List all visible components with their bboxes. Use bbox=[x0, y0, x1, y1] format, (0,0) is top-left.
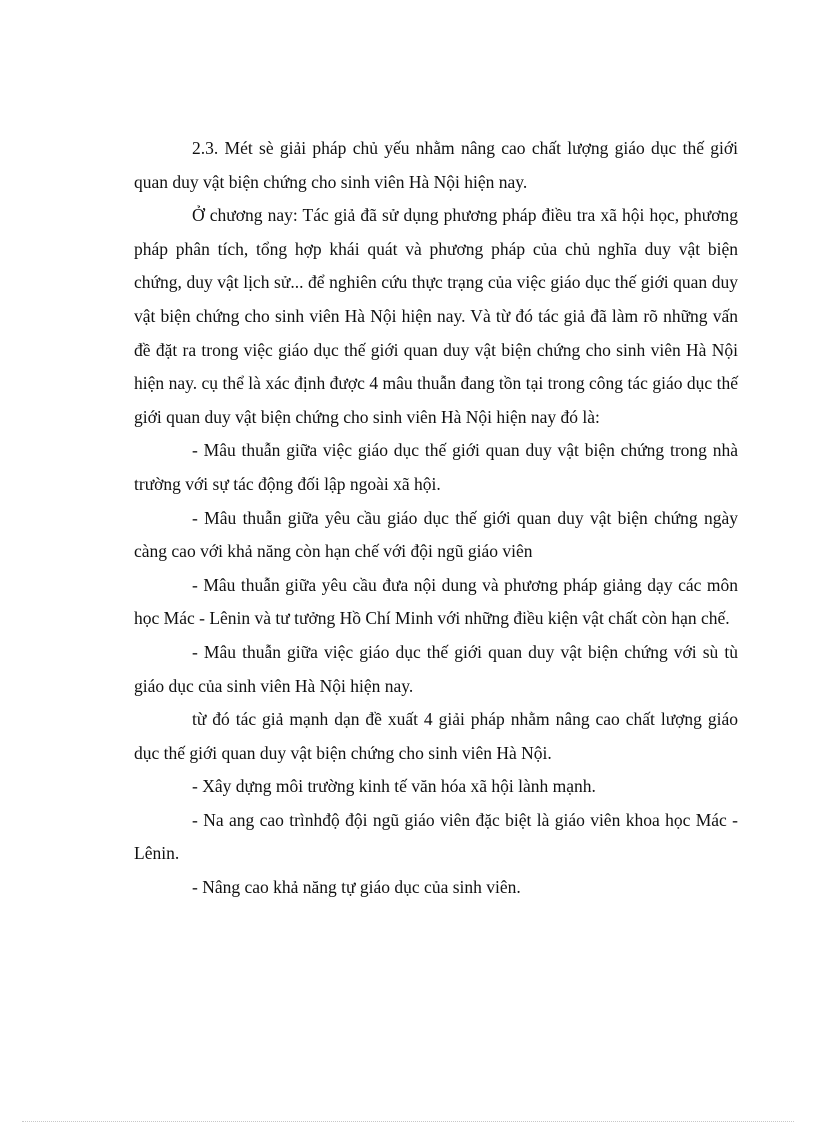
solutions-intro-paragraph: từ đó tác giả mạnh dạn đề xuất 4 giải pháp nhằm nâng cao chất lượng giáo dục thế giới quan duy vật biện chứng cho sinh viên Hà Nội. bbox=[134, 709, 738, 763]
solution-item-3: - Nâng cao khả năng tự giáo dục của sinh viên. bbox=[192, 877, 521, 898]
page-bottom-divider bbox=[22, 1121, 794, 1122]
section-heading: 2.3. Mét sè giải pháp chủ yếu nhằm nâng cao chất lượng giáo dục thế giới quan duy vật biện chứng cho sinh viên Hà Nội hiện nay. bbox=[134, 138, 738, 192]
document-body bbox=[134, 132, 738, 905]
solution-item-1: - Xây dựng môi trường kinh tế văn hóa xã hội lành mạnh. bbox=[192, 776, 596, 797]
contradiction-item-1: - Mâu thuẫn giữa việc giáo dục thế giới quan duy vật biện chứng trong nhà trường với sự tác động đối lập ngoài xã hội. bbox=[134, 440, 738, 494]
contradiction-item-3: - Mâu thuẫn giữa yêu cầu đưa nội dung và phương pháp giảng dạy các môn học Mác - Lênin và tư tưởng Hồ Chí Minh với những điều kiện vật chất còn hạn chế. bbox=[134, 574, 738, 629]
solution-item-2: - Na ang cao trìnhđộ đội ngũ giáo viên đặc biệt là giáo viên khoa học Mác - Lênin. bbox=[134, 809, 738, 864]
contradiction-item-2: - Mâu thuẫn giữa yêu cầu giáo dục thế giới quan duy vật biện chứng ngày càng cao với khả năng còn hạn chế với đội ngũ giáo viên bbox=[134, 507, 738, 562]
contradiction-item-4: - Mâu thuẫn giữa việc giáo dục thế giới quan duy vật biện chứng với sù tù giáo dục của sinh viên Hà Nội hiện nay. bbox=[134, 641, 738, 696]
summary-paragraph: Ở chương nay: Tác giả đã sử dụng phương pháp điều tra xã hội học, phương pháp phân tích, tổng hợp khái quát và phương pháp của chủ nghĩa duy vật biện chứng, duy vật lịch sử... để nghiên cứu thực trạng của việc giáo dục thế giới quan duy vật biện chứng cho sinh viên Hà Nội hiện nay. Và từ đó tác giả đã làm rõ những vấn đề đặt ra trong việc giáo dục thế giới quan duy vật biện chứng cho sinh viên Hà Nội hiện nay. cụ thể là xác định được 4 mâu thuẫn đang tồn tại trong công tác giáo dục thế giới quan duy vật biện chứng cho sinh viên Hà Nội hiện nay đó là: bbox=[134, 205, 738, 427]
